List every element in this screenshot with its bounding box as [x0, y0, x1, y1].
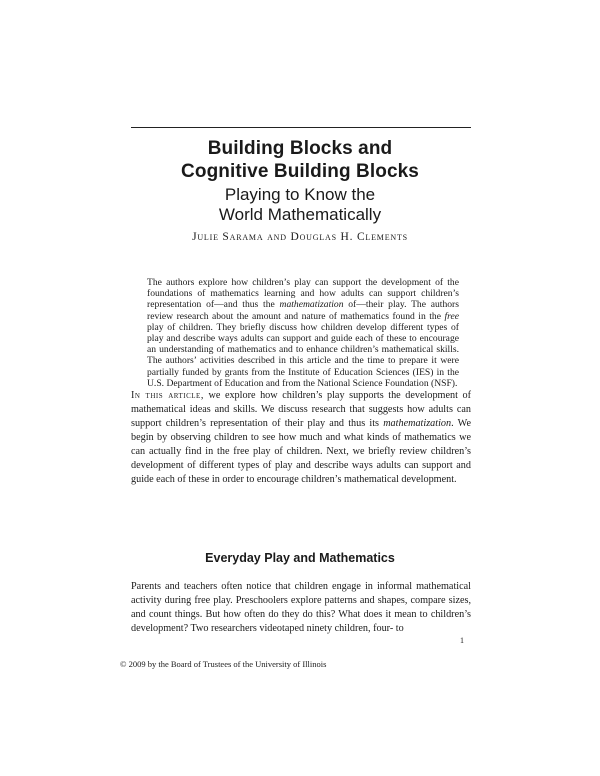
abstract-emphasis-2: free — [444, 310, 459, 322]
intro-lead-in: In this article, — [131, 390, 204, 401]
article-subtitle-line2: World Mathematically — [218, 205, 382, 224]
intro-paragraph — [131, 389, 471, 487]
abstract-paragraph — [147, 277, 459, 389]
intro-text-1: we explore how children’s play supports the development of mathematical ideas and skills. We discuss research that suggests how adults can support children’s representation of their play and thus its — [131, 390, 471, 429]
article-subtitle-line1: Playing to Know the — [224, 185, 376, 204]
top-rule — [131, 127, 471, 128]
copyright-notice: © 2009 by the Board of Trustees of the University of Illinois — [120, 659, 327, 669]
intro-emphasis: mathematization — [383, 418, 452, 429]
article-authors: Julie Sarama and Douglas H. Clements — [192, 231, 408, 243]
section-heading: Everyday Play and Mathematics — [205, 551, 395, 565]
abstract-text-2: of—their play. The authors review research about the amount and nature of mathematics found in the — [147, 299, 459, 322]
article-title-line1: Building Blocks and — [207, 138, 393, 159]
intro-text-2: . We begin by observing children to see how much and what kinds of mathematics we can actually find in the free play of children. Next, we briefly review children’s development of different types of play and describe ways adults can support and guide each of these in order to encourage children’s mathematical development. — [131, 418, 472, 485]
abstract-emphasis-1: mathematization — [279, 299, 344, 311]
article-title-line2: Cognitive Building Blocks — [181, 161, 419, 182]
abstract-text-1: The authors explore how children’s play can support the development of the foundations of mathematics learning and how adults can support children’s representation of—and thus the — [147, 277, 459, 311]
abstract-text-3: play of children. They briefly discuss how children develop different types of play and describe ways adults can support and guide each of these to encourage an understanding of mathematics and to enhance children’s mathematical skills. The authors’ activities described in this article and the time to prepare it were partially funded by grants from the Institute of Education Sciences (IES) in the U.S. Department of Education and from the National Science Foundation (NSF). — [147, 321, 459, 389]
section-paragraph: Parents and teachers often notice that children engage in informal mathematical activity during free play. Preschoolers explore patterns and shapes, compare sizes, and count things. But how often do they do this? What does it mean to children’s development? Two researchers videotaped ninety children, four- to — [131, 581, 471, 634]
page-number: 1 — [460, 636, 464, 645]
